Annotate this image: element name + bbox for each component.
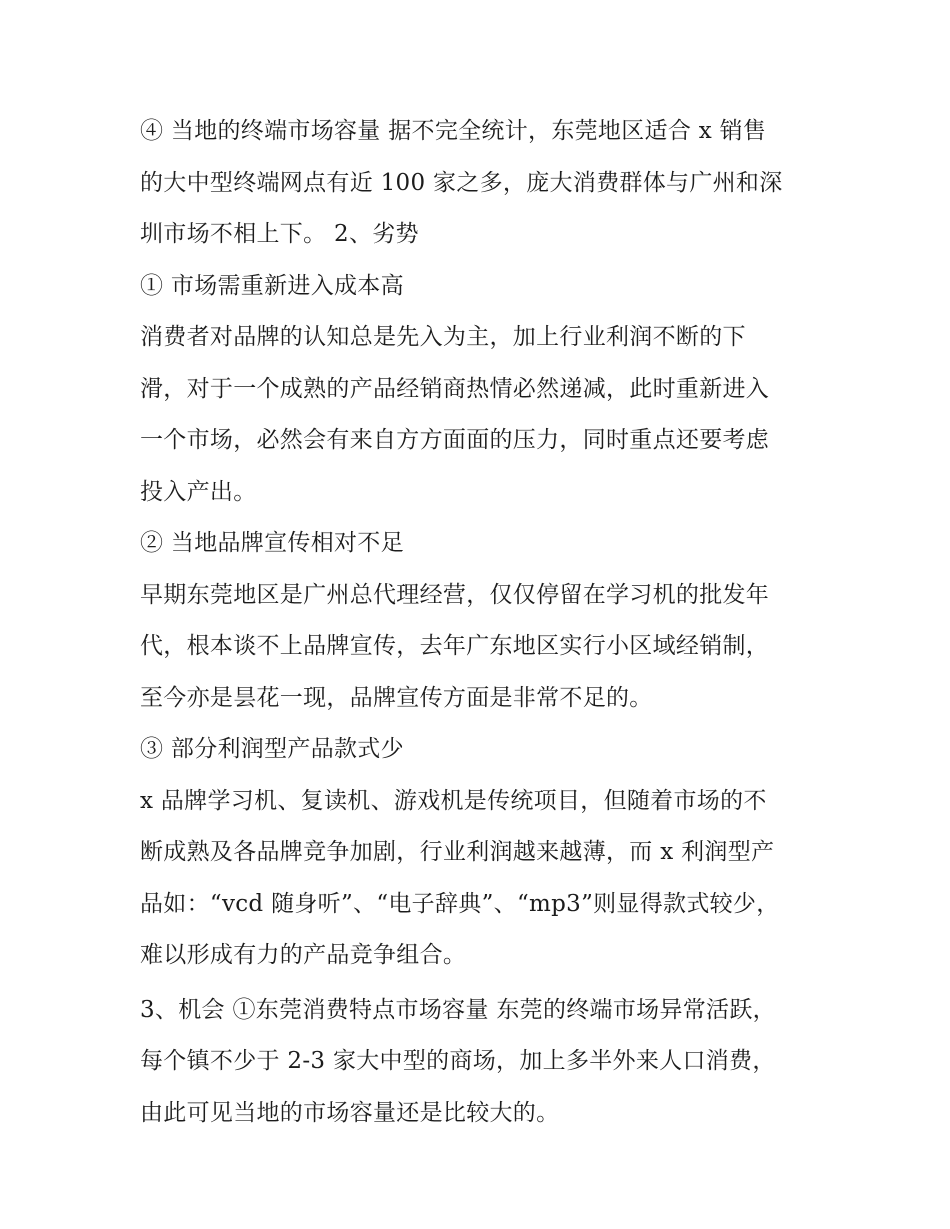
text-line: 难以形成有力的产品竞争组合。	[140, 942, 467, 968]
text-line: ④ 当地的终端市场容量 据不完全统计，东莞地区适合 x 销售	[140, 118, 767, 144]
document-page	[140, 106, 815, 1139]
text-line: ① 市场需重新进入成本高	[140, 272, 404, 299]
text-line: 品如：“vcd 随身听”、“电子辞典”、“mp3”则显得款式较少，	[140, 890, 780, 917]
text-line: 滑，对于一个成熟的产品经销商热情必然递减，此时重新进入	[140, 375, 770, 402]
text-line: 早期东莞地区是广州总代理经营，仅仅停留在学习机的批发年	[140, 581, 770, 608]
text-line: 投入产出。	[140, 478, 257, 505]
text-line: 每个镇不少于 2-3 家大中型的商场，加上多半外来人口消费，	[140, 1048, 776, 1074]
text-line: ③ 部分利润型产品款式少	[140, 736, 404, 762]
text-line: 的大中型终端网点有近 100 家之多，庞大消费群体与广州和深	[140, 169, 783, 196]
text-line: 圳市场不相上下。 2、劣势	[140, 221, 419, 247]
text-line: 断成熟及各品牌竞争加剧，行业利润越来越薄，而 x 利润型产	[140, 839, 775, 865]
text-line: 至今亦是昙花一现，品牌宣传方面是非常不足的。	[140, 684, 653, 711]
text-line: 一个市场，必然会有来自方方面面的压力，同时重点还要考虑	[140, 427, 770, 453]
text-line: 代，根本谈不上品牌宣传，去年广东地区实行小区域经销制，	[140, 633, 770, 659]
text-line: 消费者对品牌的认知总是先入为主，加上行业利润不断的下	[140, 324, 746, 350]
text-line: 由此可见当地的市场容量还是比较大的。	[140, 1099, 560, 1126]
text-line: x 品牌学习机、复读机、游戏机是传统项目，但随着市场的不	[140, 787, 767, 814]
text-line: ② 当地品牌宣传相对不足	[140, 530, 404, 556]
text-line: 3、机会 ①东莞消费特点市场容量 东莞的终端市场异常活跃，	[140, 996, 776, 1023]
